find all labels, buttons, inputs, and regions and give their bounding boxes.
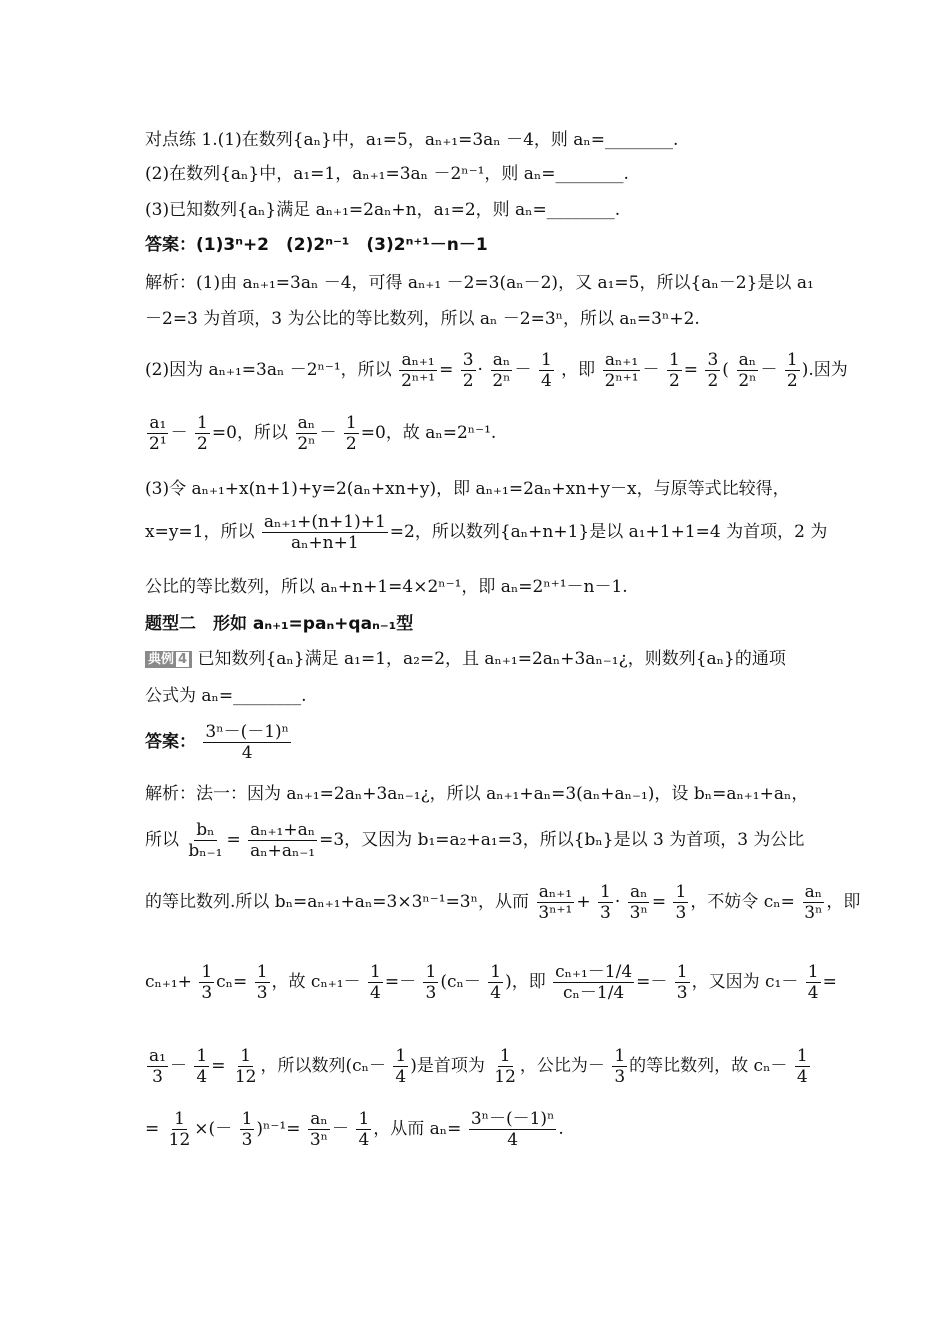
fraction: $\frac{1}{4}$ — [807, 962, 819, 1003]
fraction: $\frac{\text{a₁}}{3}$ — [149, 1046, 166, 1087]
analysis-line-5: (3)令 aₙ₊₁+x(n+1)+y=2(aₙ+xn+y)，即 aₙ₊₁=2aₙ+xn+y－x，与原等式比较得， — [145, 479, 790, 499]
fraction: $\frac{1}{2}$ — [668, 350, 680, 391]
fraction: $\frac{1}{3}$ — [614, 1046, 626, 1087]
fraction: $\frac{\text{aₙ}}{\text{2ⁿ}}$ — [297, 413, 316, 454]
analysis2-line-6: = $\frac{1}{12}$ ×(－ $\frac{1}{3}$ )ⁿ⁻¹= $\frac{\text{aₙ}}{\text{3ⁿ}}$ － $\frac{1}{4}$ ，从而 aₙ= $\frac{\text{3ⁿ－(－1)ⁿ}}{4}$ . — [145, 1109, 564, 1150]
fraction: $\frac{1}{12}$ — [494, 1046, 516, 1087]
example-question-line-2: 公式为 aₙ=________. — [145, 686, 307, 706]
fraction: $\frac{1}{4}$ — [370, 962, 381, 1003]
example-badge: 典例 4 — [145, 651, 192, 668]
fraction: $\frac{1}{12}$ — [168, 1109, 191, 1150]
fraction: $\frac{1}{3}$ — [256, 962, 268, 1003]
fraction: $\frac{1}{2}$ — [345, 413, 357, 454]
answer-line-2: 答案： $\frac{\text{3ⁿ－(－1)ⁿ}}{4}$ — [145, 722, 290, 763]
fraction: $\frac{\text{a₁}}{\text{2¹}}$ — [149, 413, 167, 454]
fraction: $\frac{1}{3}$ — [600, 882, 611, 923]
fraction: $\frac{\text{aₙ₊₁}}{\text{2ⁿ⁺¹}}$ — [604, 350, 639, 391]
fraction: $\frac{3}{2}$ — [462, 350, 474, 391]
analysis-line-6: x=y=1，所以 $\frac{\text{aₙ₊₁+(n+1)+1}}{\text{aₙ+n+1}}$ =2，所以数列{aₙ+n+1}是以 a₁+1+1=4 为首项，2 为 — [145, 512, 828, 553]
analysis-line-3: (2)因为 aₙ₊₁=3aₙ －2ⁿ⁻¹，所以 $\frac{\text{aₙ₊₁}}{\text{2ⁿ⁺¹}}$ = $\frac{3}{2}$ · $\frac{\text{aₙ}}{\text{2ⁿ}}$ － $\frac{1}{4}$ ，即 $\frac{\text{aₙ₊₁}}{\text{2ⁿ⁺¹}}$ － $\frac{1}{2}$ = $\frac{3}{2}$ ( $\frac{\text{aₙ}}{\text{2ⁿ}}$ － $\frac{1}{2}$ ).因为 — [145, 350, 848, 391]
fraction: $\frac{1}{3}$ — [425, 962, 437, 1003]
analysis2-line-3: 的等比数列.所以 bₙ=aₙ₊₁+aₙ=3×3ⁿ⁻¹=3ⁿ，从而 $\frac{\text{aₙ₊₁}}{\text{3ⁿ⁺¹}}$ + $\frac{1}{3}$ · $\frac{\text{aₙ}}{\text{3ⁿ}}$ = $\frac{1}{3}$ ，不妨令 cₙ= $\frac{\text{aₙ}}{\text{3ⁿ}}$ ，即 — [145, 882, 861, 923]
fraction: $\frac{1}{3}$ — [241, 1109, 253, 1150]
analysis2-line-4: cₙ₊₁+ $\frac{1}{3}$ cₙ= $\frac{1}{3}$ ，故 cₙ₊₁－ $\frac{1}{4}$ =－ $\frac{1}{3}$ (cₙ－ $\frac{1}{4}$ )，即 $\frac{\text{cₙ₊₁－1/4}}{\text{cₙ－1/4}}$ =－ $\frac{1}{3}$ ，又因为 c₁－ $\frac{1}{4}$ = — [145, 962, 837, 1003]
fraction: $\frac{\text{aₙ}}{\text{2ⁿ}}$ — [492, 350, 511, 391]
fraction: $\frac{\text{bₙ}}{\text{bₙ₋₁}}$ — [188, 820, 223, 861]
fraction: $\frac{1}{4}$ — [395, 1046, 407, 1087]
fraction: $\frac{1}{4}$ — [358, 1109, 370, 1150]
fraction: $\frac{1}{4}$ — [490, 962, 502, 1003]
fraction: $\frac{\text{3ⁿ－(－1)ⁿ}}{4}$ — [470, 1109, 555, 1150]
fraction: $\frac{1}{4}$ — [796, 1046, 808, 1087]
fraction: $\frac{\text{aₙ₊₁+(n+1)+1}}{\text{aₙ+n+1}}$ — [263, 512, 386, 553]
fraction: $\frac{\text{aₙ}}{\text{3ⁿ}}$ — [804, 882, 823, 923]
example-question-line-1: 典例 4 已知数列{aₙ}满足 a₁=1，a₂=2，且 aₙ₊₁=2aₙ+3aₙ₋₁¿，则数列{aₙ}的通项 — [145, 648, 786, 670]
section-title: 题型二 形如 aₙ₊₁=paₙ+qaₙ₋₁型 — [145, 614, 414, 634]
fraction: $\frac{1}{3}$ — [676, 962, 688, 1003]
practice-question-1: 对点练 1.(1)在数列{aₙ}中，a₁=5，aₙ₊₁=3aₙ －4，则 aₙ=________. — [145, 130, 679, 150]
analysis-line-2: －2=3 为首项，3 为公比的等比数列，所以 aₙ －2=3ⁿ，所以 aₙ=3ⁿ+2. — [145, 309, 700, 329]
fraction: $\frac{\text{aₙ}}{\text{2ⁿ}}$ — [738, 350, 757, 391]
fraction: $\frac{1}{3}$ — [675, 882, 687, 923]
fraction: $\frac{\text{aₙ₊₁}}{\text{2ⁿ⁺¹}}$ — [401, 350, 436, 391]
fraction: $\frac{\text{aₙ₊₁+aₙ}}{\text{aₙ+aₙ₋₁}}$ — [250, 820, 316, 861]
answer-line-1: 答案：(1)3ⁿ+2 (2)2ⁿ⁻¹ (3)2ⁿ⁺¹－n－1 — [145, 235, 488, 255]
analysis-line-1: 解析：(1)由 aₙ₊₁=3aₙ －4，可得 aₙ₊₁ －2=3(aₙ－2)，又 a₁=5，所以{aₙ－2}是以 a₁ — [145, 273, 814, 293]
analysis2-line-5: $\frac{\text{a₁}}{3}$ － $\frac{1}{4}$ = $\frac{1}{12}$ ，所以数列(cₙ－ $\frac{1}{4}$ )是首项为 $\frac{1}{12}$ ，公比为－ $\frac{1}{3}$ 的等比数列，故 cₙ－ $\frac{1}{4}$ — [149, 1046, 808, 1087]
fraction: $\frac{1}{12}$ — [234, 1046, 257, 1087]
practice-question-2: (2)在数列{aₙ}中，a₁=1，aₙ₊₁=3aₙ －2ⁿ⁻¹，则 aₙ=________. — [145, 164, 629, 184]
fraction: $\frac{1}{4}$ — [196, 1046, 208, 1087]
fraction: $\frac{1}{3}$ — [201, 962, 213, 1003]
fraction: $\frac{\text{3ⁿ－(－1)ⁿ}}{4}$ — [205, 722, 290, 763]
analysis2-line-1: 解析：法一：因为 aₙ₊₁=2aₙ+3aₙ₋₁¿，所以 aₙ₊₁+aₙ=3(aₙ+aₙ₋₁)，设 bₙ=aₙ₊₁+aₙ， — [145, 784, 809, 804]
fraction: $\frac{\text{aₙ₊₁}}{\text{3ⁿ⁺¹}}$ — [538, 882, 573, 923]
fraction: $\frac{1}{2}$ — [786, 350, 798, 391]
fraction: $\frac{1}{2}$ — [197, 413, 208, 454]
fraction: $\frac{3}{2}$ — [707, 350, 719, 391]
fraction: $\frac{1}{4}$ — [540, 350, 552, 391]
fraction: $\frac{\text{aₙ}}{\text{3ⁿ}}$ — [309, 1109, 329, 1150]
analysis2-line-2: 所以 $\frac{\text{bₙ}}{\text{bₙ₋₁}}$ = $\frac{\text{aₙ₊₁+aₙ}}{\text{aₙ+aₙ₋₁}}$ =3，又因为 b₁=a₂+a₁=3，所以{bₙ}是以 3 为首项，3 为公比 — [145, 820, 805, 861]
fraction: $\frac{\text{cₙ₊₁－1/4}}{\text{cₙ－1/4}}$ — [555, 962, 633, 1003]
fraction: $\frac{\text{aₙ}}{\text{3ⁿ}}$ — [629, 882, 648, 923]
practice-question-3: (3)已知数列{aₙ}满足 aₙ₊₁=2aₙ+n，a₁=2，则 aₙ=________. — [145, 200, 621, 220]
analysis-line-4: $\frac{\text{a₁}}{\text{2¹}}$ － $\frac{1}{2}$ =0，所以 $\frac{\text{aₙ}}{\text{2ⁿ}}$ － $\frac{1}{2}$ =0，故 aₙ=2ⁿ⁻¹. — [149, 413, 497, 454]
analysis-line-7: 公比的等比数列，所以 aₙ+n+1=4×2ⁿ⁻¹，即 aₙ=2ⁿ⁺¹－n－1. — [145, 577, 628, 597]
